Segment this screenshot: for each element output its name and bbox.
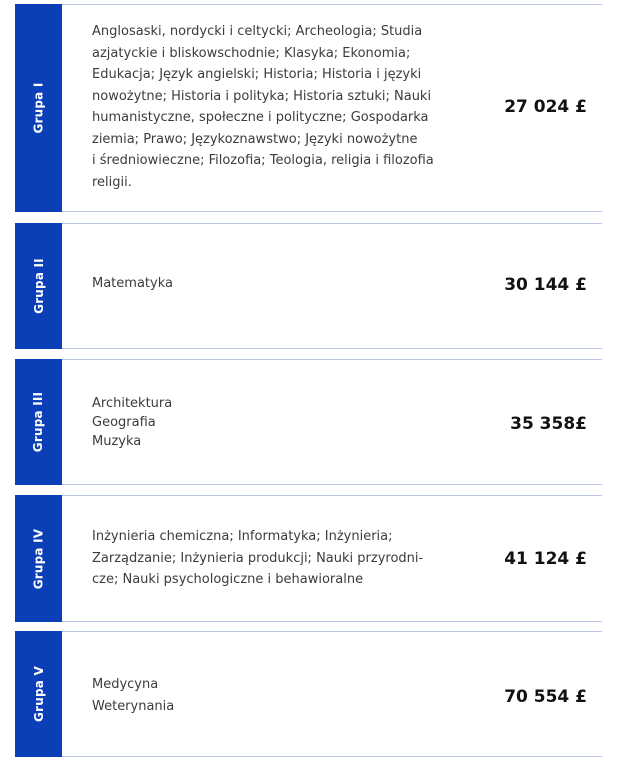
subject-line: humanistyczne, społeczne i polityczne; Gospodarka [92,110,429,125]
subject-line: religii. [92,174,132,190]
subject-list [92,273,462,295]
group-card-3 [15,359,602,485]
group-tab [15,223,62,349]
fee-amount: 27 024 £ [504,97,587,117]
subject-line: Architektura [92,396,173,411]
group-label: Grupa III [31,391,46,453]
subject-line: Muzyka [92,434,142,449]
subject-line: Edukacja; Język angielski; Historia; Historia i języki [92,67,422,82]
group-card-4 [15,495,602,622]
group-tab [15,359,62,485]
group-label: Grupa I [31,82,46,134]
subject-line: Geografia [92,415,156,430]
subject-line: Inżynieria chemiczna; Informatyka; Inżynieria; [92,529,393,544]
subject-line: Medycyna [92,677,159,692]
group-card-1 [15,4,602,212]
subject-list [92,21,462,193]
subject-line: Weterynania [92,698,175,714]
subject-line: Anglosaski, nordycki i celtycki; Archeologia; Studia [92,24,423,39]
group-card-2 [15,223,602,349]
fee-amount: 70 554 £ [504,687,587,707]
group-tab [15,4,62,212]
subject-list [92,526,462,591]
group-tab [15,495,62,622]
subject-line: i średniowieczne; Filozofia; Teologia, religia i filozofia [92,153,434,168]
subject-list [92,674,462,717]
subject-line: Matematyka [92,276,173,291]
group-card-5 [15,631,602,757]
subject-list [92,394,462,451]
subject-line: azjatyckie i bliskowschodnie; Klasyka; Ekonomia; [92,45,411,61]
subject-line: ziemia; Prawo; Językoznawstwo; Języki nowożytne [92,131,418,147]
fee-amount: 41 124 £ [504,549,587,569]
subject-line: Zarządzanie; Inżynieria produkcji; Nauki przyrodni- [92,550,424,566]
fee-amount: 30 144 £ [504,275,587,295]
group-label: Grupa II [31,258,46,314]
group-label: Grupa V [31,666,46,722]
subject-line: nowożytne; Historia i polityka; Historia sztuki; Nauki [92,88,432,104]
group-tab [15,631,62,757]
subject-line: cze; Nauki psychologiczne i behawioralne [92,572,364,587]
fee-amount: 35 358£ [510,414,587,434]
group-label: Grupa IV [31,528,46,589]
